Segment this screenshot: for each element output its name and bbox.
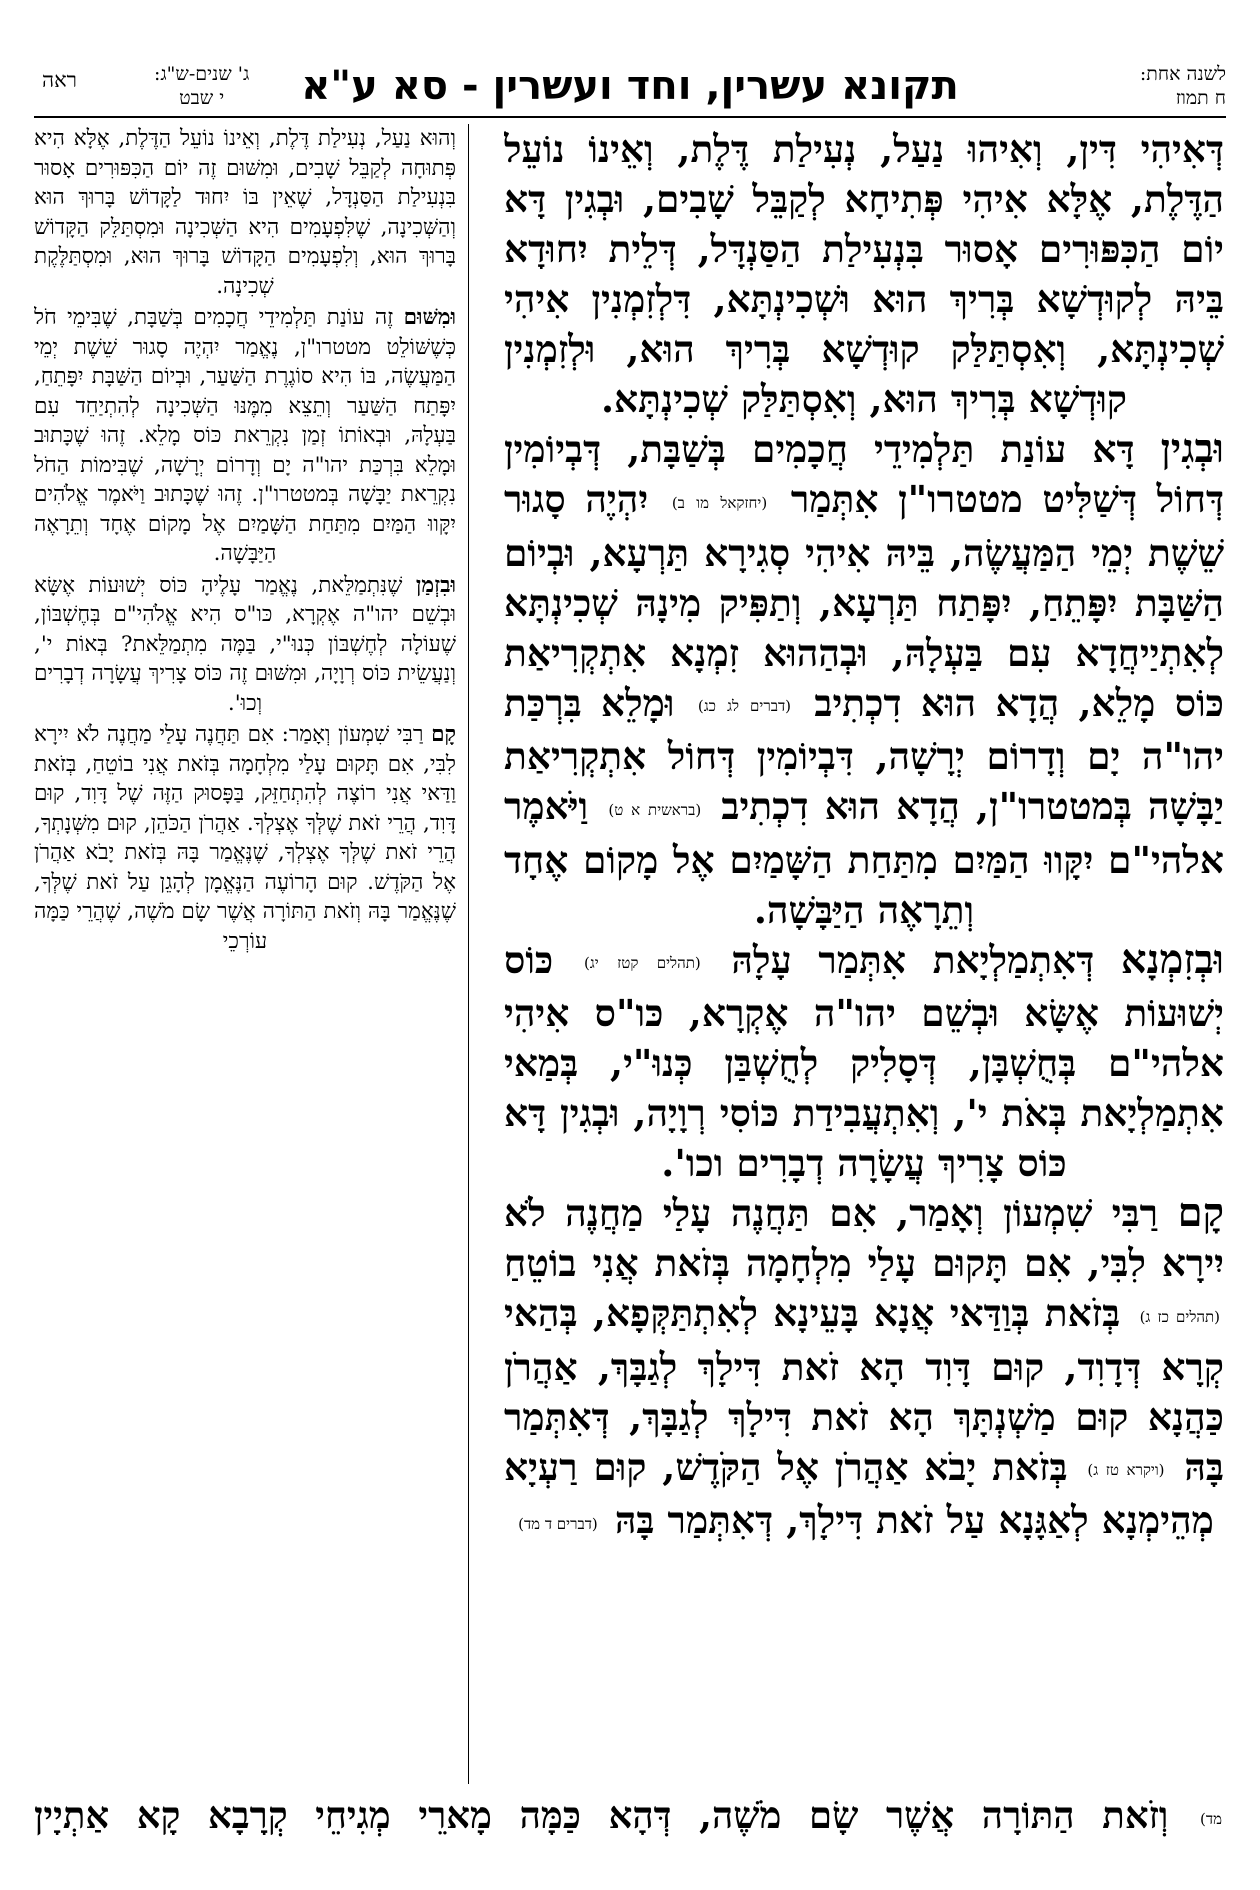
bottom-text: וְזֹאת הַתּוֹרָה אֲשֶׁר שָׂם מֹשֶׁה, דְּהָא כַּמָּה מָארֵי מְגִיחֵי קְרָבָא קָא אַתְיָין [34,1793,1169,1837]
main-text: דָּא עוֹנַת תַּלְמִידֵי חֲכָמִים בְּשַׁבָּת, דְּבְיוֹמִין דְּחוֹל דְּשַׁלִּיט מטטרו"ן אִתְּמַר [504,427,1224,521]
main-paragraph-1: דְּאִיהִי דִּין, וְאִיהוּ נַעַל, נְעִילַת דֶּלֶת, וְאֵינוֹ נוֹעֵל הַדֶּלֶת, אֶלָּא אִיהִי פְּתִיחָא לְקַבֵּל שָׁבִים, וּבְגִין דָּא יוֹם הַכִּפּוּרִים אָסוּר בִּנְעִילַת הַסַּנְדָּל, דְּלֵית יִחוּדָא בֵּיהּ לְקוּדְשָׁא בְּרִיךְ הוּא וּשְׁכִינְתָּא, דִּלְזִמְנִין אִיהִי שְׁכִינְתָּא, וְאִסְתַּלַּק קוּדְשָׁא בְּרִיךְ הוּא, וּלְזִמְנִין קוּדְשָׁא בְּרִיךְ הוּא, וְאִסְתַּלַּק שְׁכִינְתָּא. [504,127,1224,421]
main-text: רַבִּי שִׁמְעוֹן וְאָמַר, אִם תַּחֲנֶה עָלַי מַחֲנֶה לֹא יִירָא לִבִּי, אִם תָּקוּם עָלַי מִלְחָמָה בְּזֹאת אֲנִי בוֹטֵחַ [504,1191,1224,1285]
opening-word: וּמִשּׁוּם [403,305,456,330]
opening-word: קָם [431,722,456,747]
year-line-1: לשנה אחת: [1139,63,1226,85]
verse-reference: (ויקרא טז ג) [1087,1461,1165,1479]
opening-word: וּבִזְמַן [415,572,456,598]
one-year-cycle [1140,62,1226,110]
main-text-column [504,124,1224,1784]
main-paragraph-2 [504,424,1224,935]
verse-reference: (בראשית א ט) [608,800,702,819]
translation-text: רַבִּי שִׁמְעוֹן וְאָמַר: אִם תַּחֲנֶה עָלַי מַחֲנֶה לֹא יִירָא לִבִּי, אִם תָּקוּם עָלַי מִלְחָמָה בְּזֹאת אֲנִי בוֹטֵחַ, בְּזֹאת וַדַּאי אֲנִי רוֹצֶה לְהִתְחַזֵּק, בַּפָּסוּק הַזֶּה שֶׁל דָּוִד, קוּם דָּוִד, הֲרֵי זֹאת שֶׁלְּךָ אֶצְלְךָ. אַהֲרֹן הַכֹּהֵן, קוּם מִשְּׁנָתְךָ, הֲרֵי זֹאת שֶׁלְּךָ אֶצְלְךָ, שֶׁנֶּאֱמַר בָּהּ בְּזֹאת יָבֹא אַהֲרֹן אֶל הַקֹּדֶשׁ. קוּם הָרוֹעֶה הַנֶּאֱמָן לְהָגֵן עַל זֹאת שֶׁלְּךָ, שֶׁנֶּאֱמַר בָּהּ וְזֹאת הַתּוֹרָה אֲשֶׁר שָׂם מֹשֶׁה, שֶׁהֲרֵי כַּמָּה עוֹרְכֵי [34,722,456,954]
main-paragraph-4 [504,1188,1224,1549]
main-text: כּוֹס יְשׁוּעוֹת אֶשָּׂא וּבְשֵׁם יהו"ה אֶקְרָא, כּו"ס אִיהִי אלהי"ם בְּחֻשְׁבָּן, דְּסָלִיק לְחֻשְׁבַּן כְּנוּ"י, בְּמַאי אִתְמַלְיָאת בְּאֹת י', וְאִתְעֲבִידַת כּוֹסִי רְוָיָה, וּבְגִין דָּא כּוֹס צָרִיךְ עֲשָׂרָה דְבָרִים וכו'. [504,937,1224,1185]
opening-word: קָם [1177,1189,1224,1236]
verse-reference: (תהלים קטז יג) [583,954,701,972]
main-text: וַיֹּאמֶר אלהי"ם יִקָּווּ הַמַּיִם מִתַּחַת הַשָּׁמַיִם אֶל מָקוֹם אֶחָד וְתֵרָאֶה הַיַּבָּשָׁה. [504,784,1224,932]
translation-paragraph-3 [34,571,456,719]
opening-word: וּבְזִמְנָא [1120,935,1224,983]
column-divider [468,124,469,1784]
year-line-2: ח תמוז [1175,87,1226,109]
main-text: וּמָלֵא בִּרְכַּת יהו"ה יָם וְדָרוֹם יְרָשָׁה, דִּבְיוֹמִין דְּחוֹל אִתְקְרִיאַת יַבָּשָׁה בְּמטטרו"ן, הֲדָא הוּא דִכְתִיב [504,680,1224,828]
verse-reference: (דברים ד מד) [518,1514,598,1533]
verse-reference-tail: מד) [1200,1809,1222,1828]
verse-reference: (דברים לג כג) [697,697,792,715]
verse-reference: (תהלים כז ג) [1139,1307,1220,1326]
translation-paragraph-4 [34,720,456,956]
opening-word: וּבְגִין [1160,425,1224,472]
bottom-continuation-line [34,1790,1226,1844]
main-text: יִהְיֶה סָגוּר שֵׁשֶׁת יְמֵי הַמַּעֲשֶׂה, בֵּיהּ אִיהִי סְגִירָא תַּרְעָא, וּבְיוֹם הַשַּׁבָּת יִפָּתֵחַ, יִפָּתַח תַּרְעָא, וְתַפִּיק מִינָהּ שְׁכִינְתָּא לְאִתְיַיחֲדָא עִם בַּעְלָהּ, וּבְהַהוּא זִמְנָא אִתְקְרִיאַת כּוֹס מָלֵא, הֲדָא הוּא דִכְתִיב [504,477,1224,725]
translation-column [34,124,456,1784]
translation-text: זֶה עוֹנַת תַּלְמִידֵי חֲכָמִים בְּשַׁבָּת, שֶׁבִּימֵי חֹל כְּשֶׁשּׁוֹלֵט מטטרו"ן, נֶאֱמַר יִהְיֶה סָגוּר שֵׁשֶׁת יְמֵי הַמַּעֲשֶׂה, בּוֹ הִיא סוֹגֶרֶת הַשַּׁעַר, וּבְיוֹם הַשַּׁבָּת יִפָּתֵחַ, יִפָּתַח הַשַּׁעַר וְתֵצֵא מִמֶּנּוּ הַשְּׁכִינָה לְהִתְיַחֵד עִם בַּעְלָהּ, וּבְאוֹתוֹ זְמַן נִקְרֵאת כּוֹס מָלֵא. זֶהוּ שֶׁכָּתוּב וּמָלֵא בִּרְכַּת יהו"ה יָם וְדָרוֹם יְרָשָׁה, שֶׁבִּימוֹת הַחֹל נִקְרֵאת יַבָּשָׁה בְּמטטרו"ן. זֶהוּ שֶׁכָּתוּב וַיֹּאמֶר אֱלֹהִים יִקָּווּ הַמַּיִם מִתַּחַת הַשָּׁמַיִם אֶל מָקוֹם אֶחָד וְתֵרָאֶה הַיַּבָּשָׁה. [34,305,456,566]
cycle-line-2: י שבט [179,87,225,109]
header-rule [34,116,1226,118]
main-text: בְּזֹאת בְּוַדַּאי אֲנָא בָּעֵינָא לְאִתְתַּקְּפָא, בְּהַאי קְרָא דְּדָוִד, קוּם דָּוִד הָא זֹאת דִּילָךְ לְגַבָּךְ, אַהֲרֹן כַּהֲנָא קוּם מַשְׁנְתָּךְ הָא זֹאת דִּילָךְ לְגַבָּךְ, דְּאִתְּמַר בָּהּ [504,1291,1224,1489]
parasha-name: ראה [42,68,77,92]
cycle-line-1: ג' שנים-ש"ג: [154,63,250,85]
main-text: בְּזֹאת יָבֹא אַהֲרֹן אֶל הַקֹּדֶשׁ, קוּם רַעְיָא מְהֵימְנָא לְאַגָּנָא עַל זֹאת דִּילָךְ, דְּאִתְּמַר בָּהּ [504,1444,1214,1542]
translation-paragraph-2 [34,303,456,569]
main-paragraph-3 [504,935,1224,1189]
page-title: תקונא עשרין, וחד ועשרין - סא ע"א [301,63,959,109]
translation-paragraph-1: וְהוּא נַעַל, נְעִילַת דֶּלֶת, וְאֵינוֹ נוֹעֵל הַדֶּלֶת, אֶלָּא הִיא פְּתוּחָה לְקַבֵּל שָׁבִים, וּמִשּׁוּם זֶה יוֹם הַכִּפּוּרִים אָסוּר בִּנְעִילַת הַסַּנְדָּל, שֶׁאֵין בּוֹ יִחוּד לַקָּדוֹשׁ בָּרוּךְ הוּא וְהַשְּׁכִינָה, שֶׁלִּפְעָמִים הִיא הַשְּׁכִינָה וּמִסְתַּלֵּק הַקָּדוֹשׁ בָּרוּךְ הוּא, וְלִפְעָמִים הַקָּדוֹשׁ בָּרוּךְ הוּא, וּמִסְתַּלֶּקֶת שְׁכִינָה. [34,126,456,299]
page-header [34,62,1226,110]
main-text: דְּאִתְמַלְיָאת אִתְּמַר עָלָהּ [731,937,1095,982]
verse-reference: (יחזקאל מו ב) [671,493,768,512]
translation-text: שֶׁנִּתְמַלֵּאת, נֶאֱמַר עָלֶיהָ כּוֹס יְשׁוּעוֹת אֶשָּׂא וּבְשֵׁם יהו"ה אֶקְרָא, כּו"ס הִיא אֱלֹהִי"ם בְּחֶשְׁבּוֹן, שֶׁעוֹלָה לְחֶשְׁבּוֹן כְּנוּ"י, בַּמֶּה מִתְמַלֵּאת? בְּאוֹת י', וְנַעֲשֵׂית כּוֹס רְוָיָה, וּמִשּׁוּם זֶה כּוֹס צָרִיךְ עֲשָׂרָה דְבָרִים וְכוּ'. [34,572,456,716]
